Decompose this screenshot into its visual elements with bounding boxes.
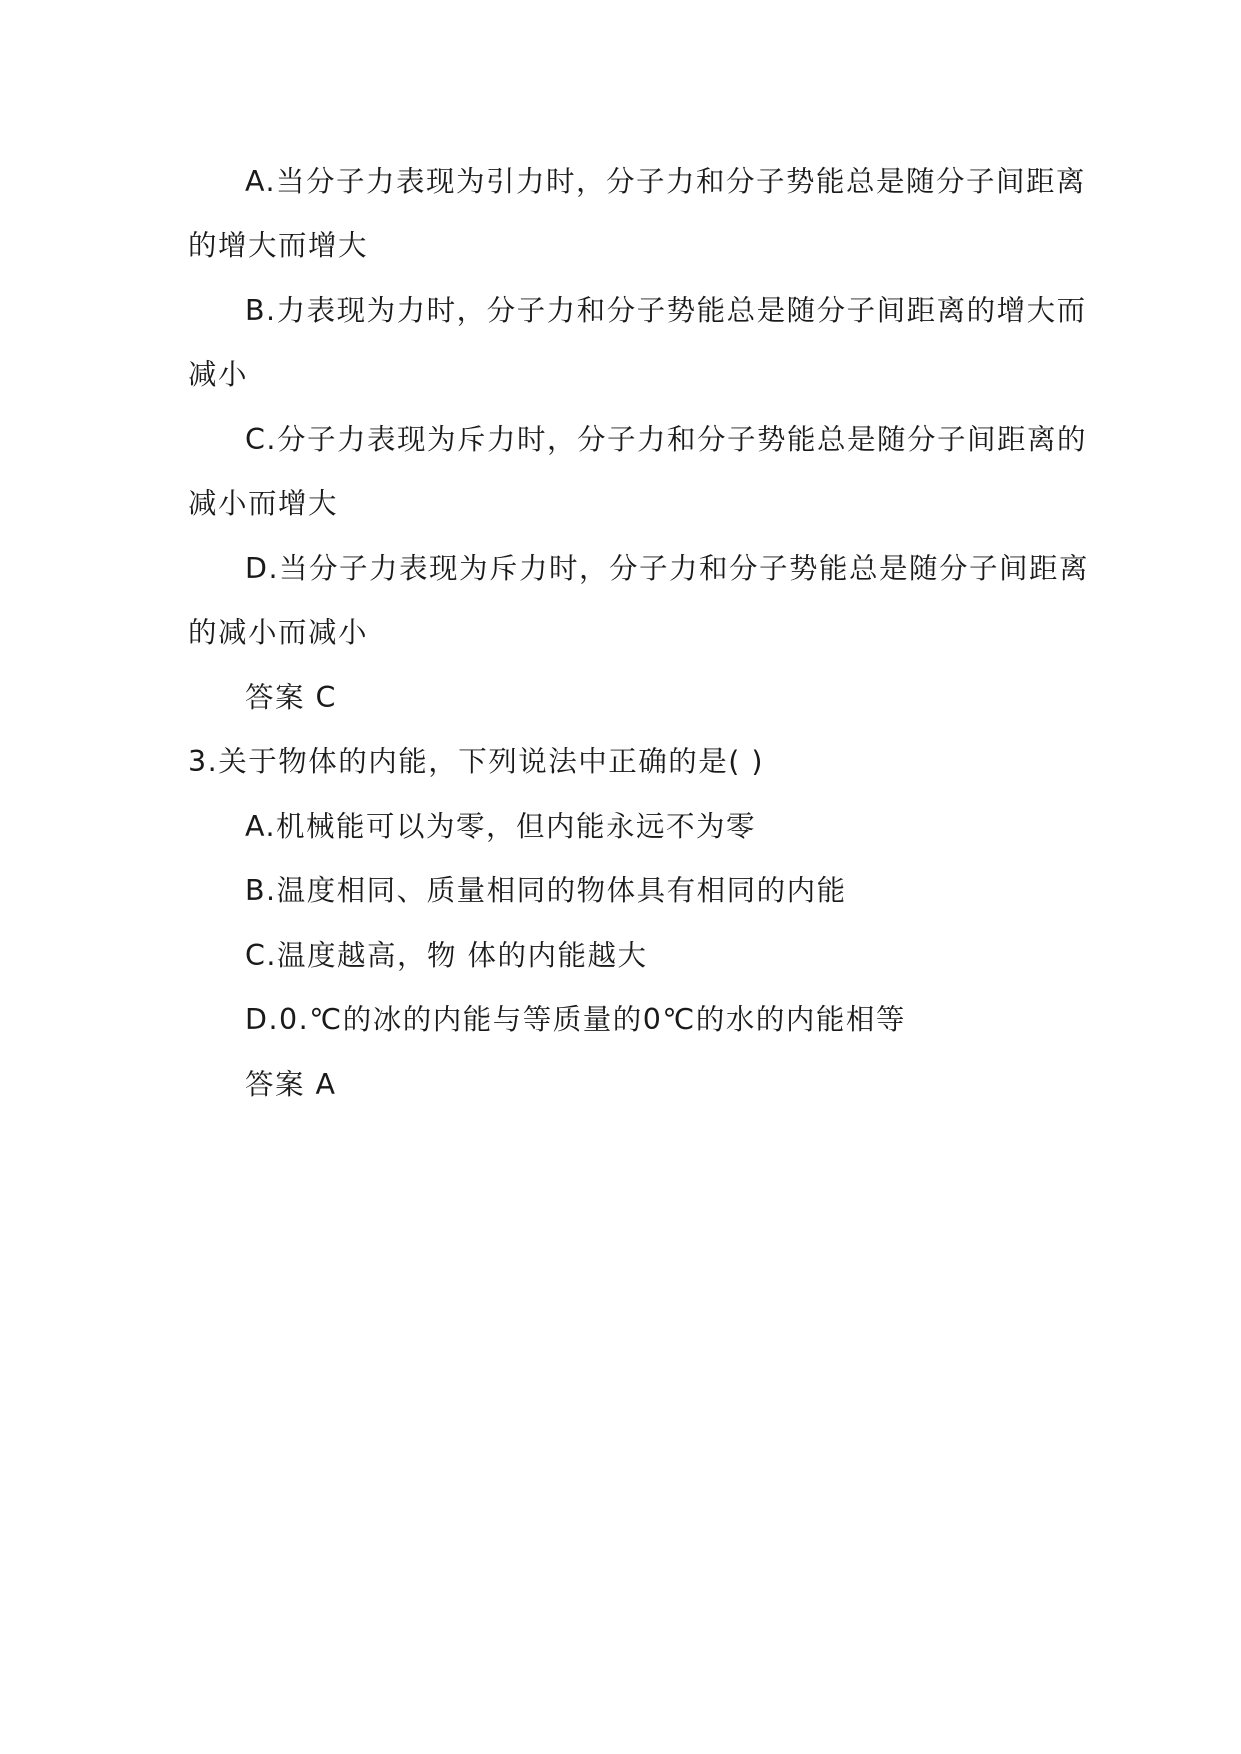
q2-option-c-line2: 减小而增大 (188, 487, 339, 520)
q2-option-b-line2: 减小 (188, 358, 249, 391)
q2-option-b-line1: B.力表现为力时，分子力和分子势能总是随分子间距离的增大而 (245, 294, 1087, 327)
q2-option-c-line1: C.分子力表现为斥力时，分子力和分子势能总是随分子间距离的 (245, 423, 1087, 456)
q2-option-d-line2: 的减小而减小 (188, 616, 369, 649)
q3-answer: 答案 A (245, 1068, 337, 1101)
q2-option-d-line1: D.当分子力表现为斥力时，分子力和分子势能总是随分子间距离 (245, 552, 1090, 585)
q2-answer: 答案 C (245, 681, 337, 714)
q2-option-a-line2: 的增大而增大 (188, 229, 369, 262)
q3-option-b: B.温度相同、质量相同的物体具有相同的内能 (245, 874, 847, 907)
q3-option-d: D.0.℃的冰的内能与等质量的0℃的水的内能相等 (245, 1003, 906, 1036)
q3-option-a: A.机械能可以为零，但内能永远不为零 (245, 810, 757, 843)
q3-stem: 3.关于物体的内能，下列说法中正确的是( ) (188, 745, 764, 778)
q3-option-c: C.温度越高，物 体的内能越大 (245, 939, 648, 972)
q2-option-a-line1: A.当分子力表现为引力时，分子力和分子势能总是随分子间距离 (245, 165, 1087, 198)
